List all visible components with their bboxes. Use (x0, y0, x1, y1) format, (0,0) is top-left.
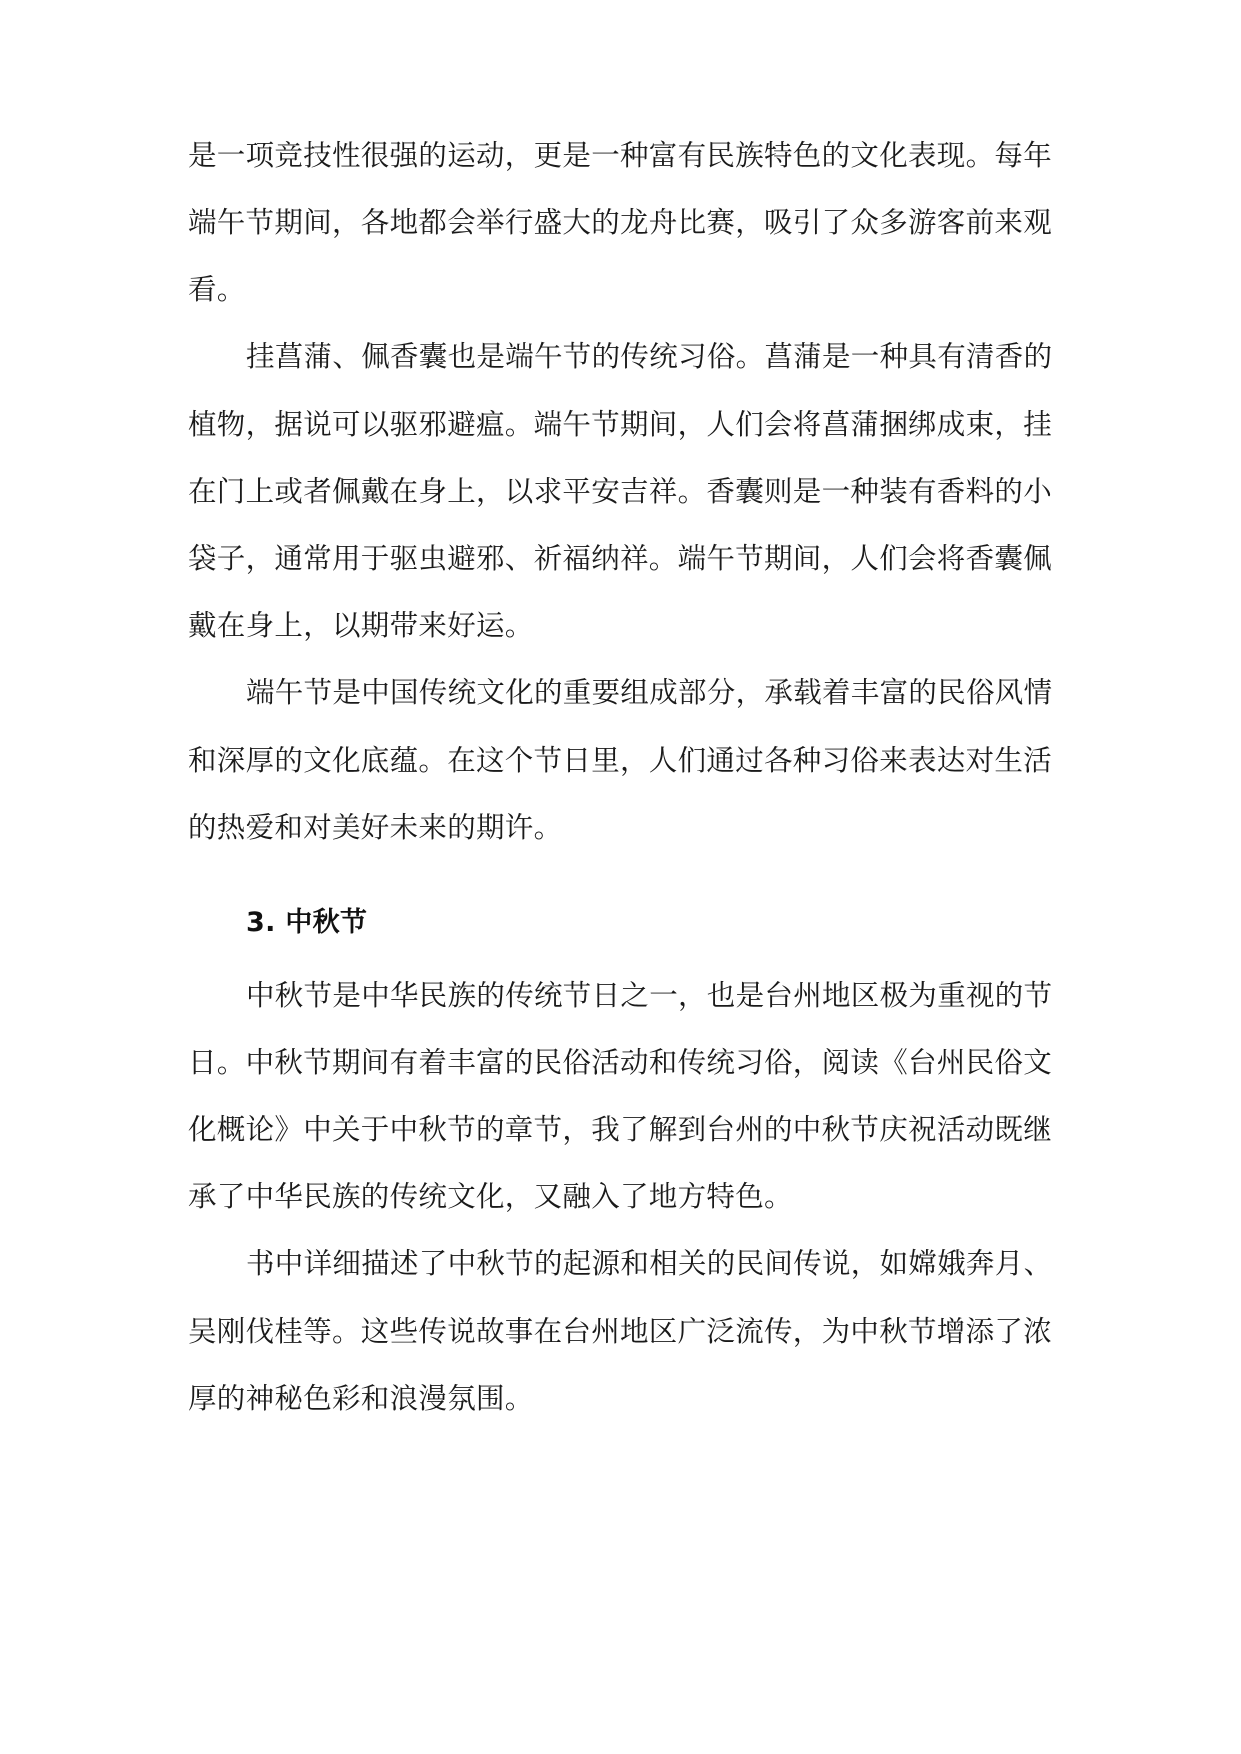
paragraph-line: 戴在身上，以期带来好运。 (188, 609, 534, 642)
paragraph-line: 书中详细描述了中秋节的起源和相关的民间传说，如嫦娥奔月、 (246, 1247, 1053, 1280)
paragraph-line: 中秋节是中华民族的传统节日之一，也是台州地区极为重视的节 (246, 979, 1053, 1012)
paragraph-line: 和深厚的文化底蕴。在这个节日里，人们通过各种习俗来表达对生活 (188, 744, 1053, 777)
paragraph-line: 的热爱和对美好未来的期许。 (188, 811, 563, 844)
paragraph-line: 吴刚伐桂等。这些传说故事在台州地区广泛流传，为中秋节增添了浓 (188, 1315, 1053, 1348)
paragraph-line: 端午节期间，各地都会举行盛大的龙舟比赛，吸引了众多游客前来观 (188, 206, 1053, 239)
paragraph-line: 袋子，通常用于驱虫避邪、祈福纳祥。端午节期间，人们会将香囊佩 (188, 542, 1053, 575)
paragraph-line: 植物，据说可以驱邪避瘟。端午节期间，人们会将菖蒲捆绑成束，挂 (188, 408, 1053, 441)
paragraph-line: 看。 (188, 273, 246, 306)
paragraph-line: 承了中华民族的传统文化，又融入了地方特色。 (188, 1180, 793, 1213)
paragraph-line: 在门上或者佩戴在身上，以求平安吉祥。香囊则是一种装有香料的小 (188, 475, 1053, 508)
paragraph-line: 日。中秋节期间有着丰富的民俗活动和传统习俗，阅读《台州民俗文 (188, 1046, 1053, 1079)
paragraph-line: 端午节是中国传统文化的重要组成部分，承载着丰富的民俗风情 (246, 676, 1053, 709)
paragraph-line: 挂菖蒲、佩香囊也是端午节的传统习俗。菖蒲是一种具有清香的 (246, 340, 1053, 373)
paragraph-line: 化概论》中关于中秋节的章节，我了解到台州的中秋节庆祝活动既继 (188, 1113, 1053, 1146)
paragraph-line: 厚的神秘色彩和浪漫氛围。 (188, 1382, 534, 1415)
section-heading: 3. 中秋节 (246, 907, 368, 938)
paragraph-line: 是一项竞技性很强的运动，更是一种富有民族特色的文化表现。每年 (188, 139, 1053, 172)
